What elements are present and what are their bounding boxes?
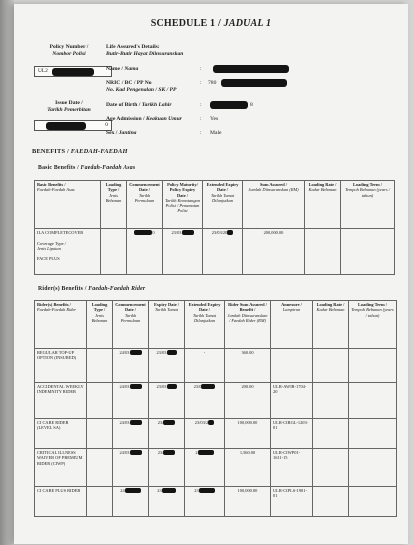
rider-loading-rate-cell: [313, 383, 349, 419]
col-basic-benefits: Basic Benefits / Faedah-Faedah Asas: [35, 181, 101, 229]
rider-loading-term-cell: [349, 419, 397, 449]
dob-value: 8: [250, 102, 253, 108]
rider-expiry-cell: 23/03: [149, 383, 185, 419]
table-row: [35, 383, 397, 419]
rider-loading-type-cell: [87, 383, 113, 419]
issue-date-value: 0: [105, 122, 108, 128]
rider-name-cell: REGULAR TOP-UP OPTION (INSURED): [35, 349, 87, 383]
table-row: [35, 487, 397, 517]
col-annexure: Annexure / Lampiran: [271, 301, 313, 349]
policy-number-label: Policy Number / Nombor Polisi: [49, 44, 89, 57]
col-rider-extended-expiry: Extended Expiry Date / Tarikh Tamat Dilanjutkan: [185, 301, 225, 349]
rider-sum-cell: 1,560.00: [225, 449, 271, 487]
basic-benefits-table: [34, 180, 395, 275]
nric-value: 780: [208, 80, 217, 86]
age-admission-value: Yes: [210, 116, 219, 122]
rider-commencement-cell: 24/03: [113, 449, 149, 487]
col-rider-loading-rate: Loading Rate / Kadar Bebanan: [313, 301, 349, 349]
extended-expiry-cell: 23/03/20: [203, 229, 243, 275]
table-row: [35, 449, 397, 487]
col-rider-commencement: Commencement Date / Tarikh Permulaan: [113, 301, 149, 349]
rider-commencement-cell: 24/03: [113, 349, 149, 383]
schedule-page: [14, 4, 408, 544]
rider-benefits-table: [34, 300, 397, 517]
issue-date-redaction: [46, 122, 86, 130]
rider-loading-rate-cell: [313, 449, 349, 487]
rider-loading-rate-cell: [313, 487, 349, 517]
page-title: [14, 18, 408, 29]
title-main: SCHEDULE 1 /: [150, 18, 221, 29]
rider-extended-cell: 23/03/2: [185, 419, 225, 449]
sex-value: Male: [210, 130, 222, 136]
col-maturity-date: Policy Maturity/ Policy Expiry Date / Tarikh Kematangan Polisi / Penamatan Polisi: [163, 181, 203, 229]
table-row: [35, 349, 397, 383]
rider-expiry-cell: 23/: [149, 449, 185, 487]
rider-name-cell: CRITICAL ILLNESS WAIVER OF PREMIUM RIDER (CIWP): [35, 449, 87, 487]
policy-number-redaction: [52, 68, 94, 76]
book-spine-shadow: [0, 0, 14, 545]
policy-number-value: UL2: [38, 68, 48, 74]
maturity-cell: 23/03: [163, 229, 203, 275]
benefits-heading: BENEFITS / FAEDAH-FAEDAH: [32, 148, 128, 155]
issue-date-label: Issue Date / Tarikh Pemerbitan: [47, 100, 91, 113]
rider-name-cell: CI CARE PLUS RIDER: [35, 487, 87, 517]
life-assured-heading: Life Assured's Details: Butir-Butir Hayat Diinsuranskan: [106, 44, 184, 57]
rider-name-cell: ACCIDENTAL WEEKLY INDEMNITY RIDER: [35, 383, 87, 419]
col-rider-loading-type: Loading Type / Jenis Bebanan: [87, 301, 113, 349]
rider-sum-cell: 200.00: [225, 383, 271, 419]
basic-benefit-cell: ILA COMPLETECOVER Coverage Type / Jenis Liputan FACE PLUS: [35, 229, 101, 275]
rider-loading-type-cell: [87, 449, 113, 487]
loading-rate-cell: [305, 229, 341, 275]
rider-commencement-cell: 24/03: [113, 383, 149, 419]
rider-expiry-cell: 23/: [149, 419, 185, 449]
name-label: Name / Nama: [106, 66, 139, 72]
col-loading-rate: Loading Rate / Kadar Bebanan: [305, 181, 341, 229]
rider-annexure-cell: ULR-CIRGL-1203-01: [271, 419, 313, 449]
dob-label: Date of Birth / Tarikh Lahir: [106, 102, 172, 108]
col-rider-loading-term: Loading Term / Tempoh Bebanan (years / tahun): [349, 301, 397, 349]
rider-loading-term-cell: [349, 449, 397, 487]
rider-sum-cell: 100,000.00: [225, 487, 271, 517]
rider-loading-type-cell: [87, 349, 113, 383]
nric-colon: :: [200, 80, 202, 86]
rider-loading-rate-cell: [313, 419, 349, 449]
age-admission-label: Age Admission / Keakuan Umur: [106, 116, 182, 122]
col-commencement-date: Commencement Date / Tarikh Permulaan: [127, 181, 163, 229]
rider-benefits-heading: Rider(s) Benefits / Faedah-Faedah Rider: [38, 286, 146, 292]
basic-benefits-header-row: [35, 181, 395, 229]
rider-commencement-cell: 24/03: [113, 419, 149, 449]
rider-header-row: [35, 301, 397, 349]
loading-term-cell: [341, 229, 395, 275]
col-loading-type: Loading Type / Jenis Bebanan: [101, 181, 127, 229]
rider-sum-cell: 100,000.00: [225, 419, 271, 449]
rider-loading-term-cell: [349, 487, 397, 517]
rider-annexure-cell: ULR-AWIR-1704-20: [271, 383, 313, 419]
rider-annexure-cell: ULR-CIPLS-1901-01: [271, 487, 313, 517]
rider-sum-cell: 360.00: [225, 349, 271, 383]
col-loading-term: Loading Term / Tempoh Bebanan (years / tahun): [341, 181, 395, 229]
rider-extended-cell: -: [185, 349, 225, 383]
title-italic: JADUAL 1: [223, 18, 272, 29]
col-extended-expiry: Extended Expiry Date / Tarikh Tamat Dilanjutkan: [203, 181, 243, 229]
name-colon: :: [200, 66, 202, 72]
commencement-cell: 0: [127, 229, 163, 275]
table-row: [35, 229, 395, 275]
basic-benefits-heading: Basic Benefits / Faedah-Faedah Asas: [38, 165, 136, 171]
rider-annexure-cell: ULR-CIWP01-1611-15: [271, 449, 313, 487]
table-row: [35, 419, 397, 449]
sum-assured-cell: 200,000.00: [243, 229, 305, 275]
rider-loading-rate-cell: [313, 349, 349, 383]
rider-loading-term-cell: [349, 383, 397, 419]
nric-label: NRIC / BC / PP No No. Kad Pengenalan / SK / PP: [106, 80, 177, 93]
rider-expiry-cell: 23: [149, 487, 185, 517]
rider-loading-term-cell: [349, 349, 397, 383]
age-colon: :: [200, 116, 202, 122]
rider-loading-type-cell: [87, 487, 113, 517]
rider-loading-type-cell: [87, 419, 113, 449]
dob-redaction: [210, 101, 248, 109]
col-rider-sum-assured: Rider Sum Assured / Benefit / Jumlah Diinsuranskan / Faedah Rider (RM): [225, 301, 271, 349]
rider-commencement-cell: 24: [113, 487, 149, 517]
nric-redaction: [221, 79, 287, 87]
rider-extended-cell: 23/0: [185, 383, 225, 419]
rider-extended-cell: 2: [185, 449, 225, 487]
dob-colon: :: [200, 102, 202, 108]
loading-type-cell: [101, 229, 127, 275]
col-rider-benefits: Rider(s) Benefits / Faedah-Faedah Rider: [35, 301, 87, 349]
name-redaction: [213, 65, 289, 73]
rider-name-cell: CI CARE RIDER (LEVEL SA): [35, 419, 87, 449]
sex-colon: :: [200, 130, 202, 136]
rider-extended-cell: 23: [185, 487, 225, 517]
sex-label: Sex / Jantina: [106, 130, 137, 136]
col-rider-expiry: Expiry Date / Tarikh Tamat: [149, 301, 185, 349]
rider-annexure-cell: [271, 349, 313, 383]
rider-expiry-cell: 23/03: [149, 349, 185, 383]
col-sum-assured: Sum Assured / Jumlah Diinsuranskan (RM): [243, 181, 305, 229]
